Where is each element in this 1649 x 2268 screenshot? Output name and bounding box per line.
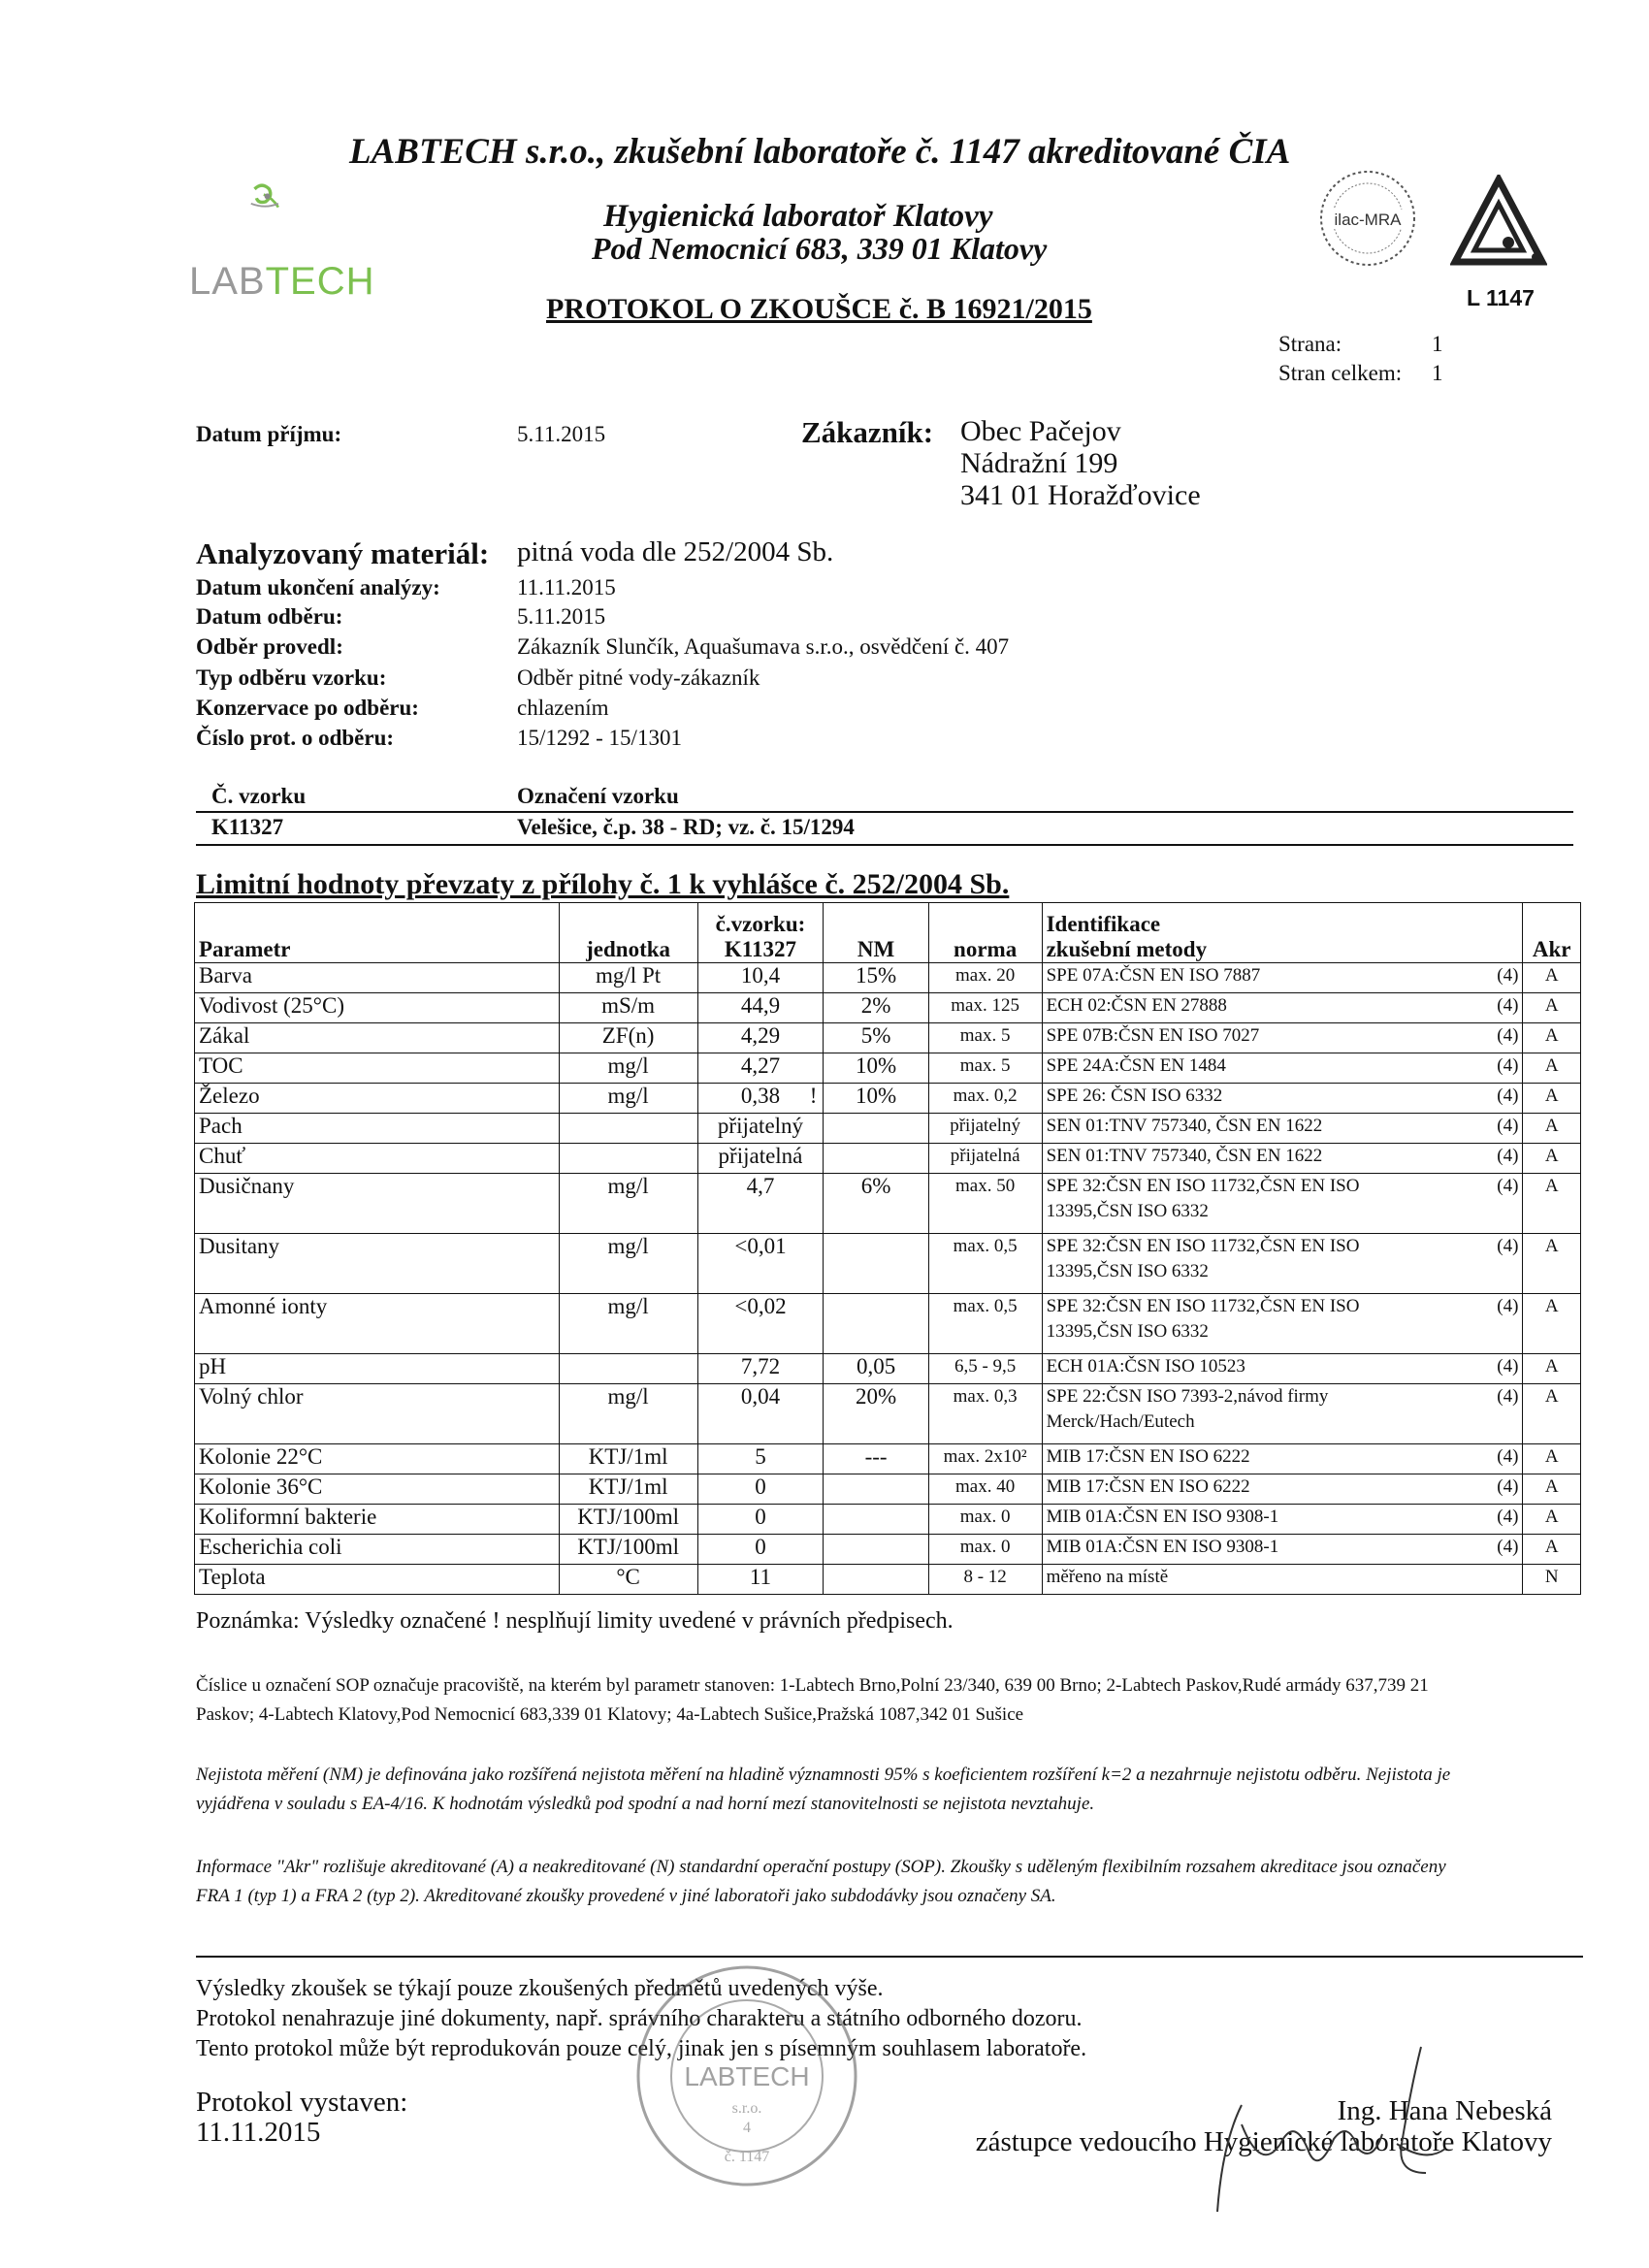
param-cell: Kolonie 22°C (195, 1444, 560, 1474)
value-cell: 10,4 (697, 963, 824, 993)
param-cell: Koliformní bakterie (195, 1505, 560, 1535)
unit-cell: mg/l (559, 1234, 697, 1294)
akr-cell: A (1523, 1114, 1581, 1144)
labtech-logo-text: LABTECH (189, 260, 375, 303)
param-cell: Amonné ionty (195, 1294, 560, 1354)
stamp-sub3: č. 1147 (724, 2149, 770, 2165)
norma-cell: max. 0,5 (928, 1234, 1042, 1294)
col-nm: NM (824, 903, 928, 963)
value-cell: přijatelný (697, 1114, 824, 1144)
method-cell: SEN 01:TNV 757340, ČSN EN 1622 (4) (1042, 1144, 1523, 1174)
nm-cell: 2% (824, 993, 928, 1023)
material-value: pitná voda dle 252/2004 Sb. (517, 536, 834, 567)
col-method: Identifikace zkušební metody (1042, 903, 1523, 963)
norma-cell: max. 2x10² (928, 1444, 1042, 1474)
norma-cell: max. 125 (928, 993, 1042, 1023)
akr-cell: A (1523, 1053, 1581, 1084)
table-row (195, 1084, 1581, 1114)
info-value: 5.11.2015 (517, 604, 606, 629)
nm-cell: 5% (824, 1023, 928, 1053)
value-cell: přijatelná (697, 1144, 824, 1174)
page-counter: Strana: 1 Stran celkem: 1 (1278, 332, 1443, 385)
nm-cell (824, 1144, 928, 1174)
param-cell: Pach (195, 1114, 560, 1144)
method-cell: MIB 01A:ČSN EN ISO 9308-1 (4) (1042, 1535, 1523, 1565)
method-cell: SPE 24A:ČSN EN 1484 (4) (1042, 1053, 1523, 1084)
unit-cell: mg/l Pt (559, 963, 697, 993)
footer-rule (196, 1956, 1583, 1958)
ilac-mra-text: ilac-MRA (1334, 211, 1402, 229)
info-label: Datum ukončení analýzy: (196, 575, 440, 599)
sample-desc-header: Označení vzorku (517, 784, 679, 808)
akr-cell: A (1523, 963, 1581, 993)
method-cell: SPE 32:ČSN EN ISO 11732,ČSN EN ISO 13395,ČSN ISO 6332 (4) (1042, 1174, 1523, 1234)
param-cell: Escherichia coli (195, 1535, 560, 1565)
accreditation-number: L 1147 (1467, 285, 1535, 310)
lab-stamp (630, 1960, 863, 2192)
unit-cell: mg/l (559, 1294, 697, 1354)
method-cell: SPE 07B:ČSN EN ISO 7027 (4) (1042, 1023, 1523, 1053)
info-value: 11.11.2015 (517, 575, 616, 599)
sample-header-rule (196, 811, 1573, 813)
value-cell: 4,29 (697, 1023, 824, 1053)
nm-cell (824, 1505, 928, 1535)
param-cell: TOC (195, 1053, 560, 1084)
info-label: Typ odběru vzorku: (196, 665, 387, 690)
sample-id: K11327 (211, 815, 284, 839)
param-cell: Kolonie 36°C (195, 1474, 560, 1505)
method-cell: SPE 32:ČSN EN ISO 11732,ČSN EN ISO 13395,ČSN ISO 6332 (4) (1042, 1234, 1523, 1294)
info-value: chlazením (517, 696, 609, 720)
table-row (195, 1565, 1581, 1595)
norma-cell: max. 5 (928, 1053, 1042, 1084)
cia-accreditation-logo (1450, 175, 1547, 272)
akr-cell: A (1523, 1294, 1581, 1354)
table-row (195, 1354, 1581, 1384)
unit-cell: KTJ/100ml (559, 1505, 697, 1535)
param-cell: Zákal (195, 1023, 560, 1053)
table-row (195, 1234, 1581, 1294)
stamp-text: LABTECH (684, 2061, 810, 2091)
customer-address: Obec Pačejov Nádražní 199 341 01 Horažďovice (960, 415, 1201, 511)
col-param: Parametr (195, 903, 560, 963)
protocol-title: PROTOKOL O ZKOUŠCE č. B 16921/2015 (546, 293, 1092, 325)
table-row (195, 1384, 1581, 1444)
table-row (195, 1294, 1581, 1354)
norma-cell: max. 5 (928, 1023, 1042, 1053)
info-value: 15/1292 - 15/1301 (517, 726, 682, 750)
info-label: Datum odběru: (196, 604, 343, 629)
method-cell: SEN 01:TNV 757340, ČSN EN 1622 (4) (1042, 1114, 1523, 1144)
table-row (195, 1535, 1581, 1565)
handwritten-signature (1203, 2027, 1455, 2221)
norma-cell: max. 0 (928, 1505, 1042, 1535)
table-row (195, 1174, 1581, 1234)
table-row (195, 1505, 1581, 1535)
akr-cell: A (1523, 1174, 1581, 1234)
info-value: Odběr pitné vody-zákazník (517, 665, 760, 690)
unit-cell: mg/l (559, 1384, 697, 1444)
param-cell: Dusičnany (195, 1174, 560, 1234)
nm-cell: 10% (824, 1084, 928, 1114)
ilac-mra-logo (1314, 165, 1421, 272)
nm-cell (824, 1294, 928, 1354)
results-table (194, 902, 1581, 1595)
method-cell: SPE 22:ČSN ISO 7393-2,návod firmy Merck/Hach/Eutech (4) (1042, 1384, 1523, 1444)
stamp-sub1: s.r.o. (731, 2100, 762, 2117)
norma-cell: max. 0,3 (928, 1384, 1042, 1444)
table-row (195, 1474, 1581, 1505)
norma-cell: 8 - 12 (928, 1565, 1042, 1595)
akr-cell: A (1523, 1384, 1581, 1444)
param-cell: Volný chlor (195, 1384, 560, 1444)
param-cell: Teplota (195, 1565, 560, 1595)
nm-cell: 0,05 (824, 1354, 928, 1384)
signature-block: Ing. Hana Nebeská zástupce vedoucího Hygienické laboratoře Klatovy (975, 2095, 1552, 2157)
company-header: LABTECH s.r.o., zkušební laboratoře č. 1147 akreditované ČIA (349, 132, 1291, 172)
unit-cell: ZF(n) (559, 1023, 697, 1053)
info-value: Zákazník Slunčík, Aquašumava s.r.o., osvědčení č. 407 (517, 634, 1010, 659)
value-cell: <0,01 (697, 1234, 824, 1294)
akr-cell: A (1523, 1535, 1581, 1565)
col-sample: č.vzorku: K11327 (697, 903, 824, 963)
col-unit: jednotka (559, 903, 697, 963)
method-cell: MIB 17:ČSN EN ISO 6222 (4) (1042, 1444, 1523, 1474)
value-cell: <0,02 (697, 1294, 824, 1354)
value-cell: 4,7 (697, 1174, 824, 1234)
norma-cell: max. 0 (928, 1535, 1042, 1565)
norma-cell: max. 0,2 (928, 1084, 1042, 1114)
norma-cell: přijatelný (928, 1114, 1042, 1144)
value-cell: 44,9 (697, 993, 824, 1023)
unit-cell: KTJ/1ml (559, 1474, 697, 1505)
nm-cell: 6% (824, 1174, 928, 1234)
param-cell: Barva (195, 963, 560, 993)
akr-cell: A (1523, 1444, 1581, 1474)
nm-cell (824, 1114, 928, 1144)
param-cell: Vodivost (25°C) (195, 993, 560, 1023)
customer-label: Zákazník: (801, 415, 934, 449)
value-cell: 0 (697, 1474, 824, 1505)
receipt-date-label: Datum příjmu: (196, 422, 342, 446)
value-cell: 0,04 (697, 1384, 824, 1444)
nm-cell (824, 1474, 928, 1505)
unit-cell (559, 1144, 697, 1174)
unit-cell: KTJ/1ml (559, 1444, 697, 1474)
labtech-logo-graphic (247, 173, 335, 245)
method-cell: MIB 01A:ČSN EN ISO 9308-1 (4) (1042, 1505, 1523, 1535)
table-row (195, 1053, 1581, 1084)
table-row (195, 963, 1581, 993)
norma-cell: max. 0,5 (928, 1294, 1042, 1354)
param-cell: Chuť (195, 1144, 560, 1174)
method-cell: ECH 01A:ČSN ISO 10523 (4) (1042, 1354, 1523, 1384)
unit-cell: KTJ/100ml (559, 1535, 697, 1565)
info-label: Odběr provedl: (196, 634, 343, 659)
method-cell: SPE 07A:ČSN EN ISO 7887 (4) (1042, 963, 1523, 993)
nm-cell: 10% (824, 1053, 928, 1084)
nm-cell: --- (824, 1444, 928, 1474)
lab-address: Pod Nemocnicí 683, 339 01 Klatovy (592, 231, 1048, 266)
value-cell: 7,72 (697, 1354, 824, 1384)
akr-cell: A (1523, 1023, 1581, 1053)
akr-cell: A (1523, 1474, 1581, 1505)
table-row (195, 1144, 1581, 1174)
results-note: Poznámka: Výsledky označené ! nesplňují limity uvedené v právních předpisech. (196, 1608, 954, 1634)
receipt-date-value: 5.11.2015 (517, 422, 606, 446)
lab-name: Hygienická laboratoř Klatovy (603, 199, 993, 234)
akr-cell: A (1523, 1354, 1581, 1384)
table-header-row (195, 903, 1581, 963)
nm-cell (824, 1535, 928, 1565)
unit-cell: mg/l (559, 1174, 697, 1234)
issued-block: Protokol vystaven: 11.11.2015 (196, 2087, 408, 2148)
table-row (195, 1444, 1581, 1474)
workplace-note: Číslice u označení SOP označuje pracoviště, na kterém byl parametr stanoven: 1-Labtech Brno,Polní 23/340, 639 00 Brno; 2-Labtech Paskov,Rudé armády 637,739 21 Paskov; 4-Labtech Klatovy,Pod Nemocnicí 683,339 01 Klatovy; 4a-Labtech Sušice,Pražská 1087,342 01 Sušice (196, 1675, 1429, 1725)
table-row (195, 1114, 1581, 1144)
sample-desc: Velešice, č.p. 38 - RD; vz. č. 15/1294 (517, 815, 855, 839)
nm-cell (824, 1234, 928, 1294)
value-cell: 4,27 (697, 1053, 824, 1084)
norma-cell: max. 50 (928, 1174, 1042, 1234)
norma-cell: max. 40 (928, 1474, 1042, 1505)
value-cell: 0 (697, 1535, 824, 1565)
nm-cell: 15% (824, 963, 928, 993)
method-cell: MIB 17:ČSN EN ISO 6222 (4) (1042, 1474, 1523, 1505)
unit-cell (559, 1354, 697, 1384)
norma-cell: přijatelná (928, 1144, 1042, 1174)
akr-cell: A (1523, 1234, 1581, 1294)
accreditation-note: Informace "Akr" rozlišuje akreditované (A) a neakreditované (N) standardní operační postupy (SOP). Zkoušky s uděleným flexibilním rozsahem akreditace jsou označeny FRA 1 (typ 1) a FRA 2 (typ 2). Akreditované zkoušky provedené v jiné laboratoři jako subdodávky jsou označeny SA. (196, 1857, 1446, 1906)
stamp-sub2: 4 (743, 2120, 751, 2136)
akr-cell: A (1523, 993, 1581, 1023)
info-label: Konzervace po odběru: (196, 696, 419, 720)
akr-cell: A (1523, 1084, 1581, 1114)
akr-cell: N (1523, 1565, 1581, 1595)
param-cell: Železo (195, 1084, 560, 1114)
unit-cell (559, 1114, 697, 1144)
unit-cell: mg/l (559, 1053, 697, 1084)
nm-cell: 20% (824, 1384, 928, 1444)
sample-bottom-rule (196, 844, 1573, 846)
norma-cell: max. 20 (928, 963, 1042, 993)
uncertainty-note: Nejistota měření (NM) je definována jako rozšířená nejistota měření na hladině významnosti 95% s koeficientem rozšíření k=2 a nezahrnuje nejistotu odběru. Nejistota je vyjádřena v souladu s EA-4/16. K hodnotám výsledků pod spodní a nad horní mezí stanovitelnosti se nejistota nevztahuje. (196, 1765, 1451, 1814)
param-cell: pH (195, 1354, 560, 1384)
col-akr: Akr (1523, 903, 1581, 963)
sample-id-header: Č. vzorku (211, 784, 307, 808)
method-cell: SPE 26: ČSN ISO 6332 (4) (1042, 1084, 1523, 1114)
akr-cell: A (1523, 1505, 1581, 1535)
nm-cell (824, 1565, 928, 1595)
limits-title: Limitní hodnoty převzaty z přílohy č. 1 k vyhlášce č. 252/2004 Sb. (196, 868, 1010, 900)
akr-cell: A (1523, 1144, 1581, 1174)
param-cell: Dusitany (195, 1234, 560, 1294)
unit-cell: °C (559, 1565, 697, 1595)
value-cell: 0,38 ! (697, 1084, 824, 1114)
method-cell: ECH 02:ČSN EN 27888 (4) (1042, 993, 1523, 1023)
method-cell: měřeno na místě (1042, 1565, 1523, 1595)
info-label: Číslo prot. o odběru: (196, 726, 395, 750)
unit-cell: mg/l (559, 1084, 697, 1114)
material-label: Analyzovaný materiál: (196, 536, 490, 570)
method-cell: SPE 32:ČSN EN ISO 11732,ČSN EN ISO 13395,ČSN ISO 6332 (4) (1042, 1294, 1523, 1354)
value-cell: 0 (697, 1505, 824, 1535)
norma-cell: 6,5 - 9,5 (928, 1354, 1042, 1384)
limit-flag: ! (809, 1084, 818, 1108)
footer-disclaimer: Výsledky zkoušek se týkají pouze zkoušených předmětů uvedených výše. Protokol nenahrazuje jiné dokumenty, např. správního charakteru a státního odborného dozoru. Tento protokol může být reprodukován pouze celý, jinak jen s písemným souhlasem laboratoře. (196, 1976, 1087, 2061)
unit-cell: mS/m (559, 993, 697, 1023)
value-cell: 5 (697, 1444, 824, 1474)
col-norma: norma (928, 903, 1042, 963)
value-cell: 11 (697, 1565, 824, 1595)
table-row (195, 1023, 1581, 1053)
table-row (195, 993, 1581, 1023)
